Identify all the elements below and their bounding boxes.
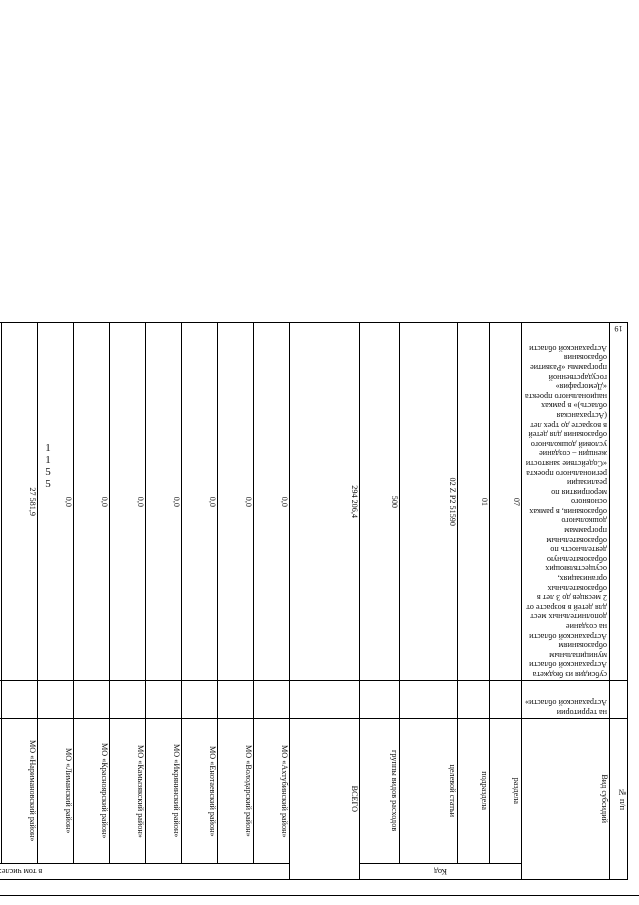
row-expense-group [359,323,399,681]
district-value: 27 581,9 [27,487,37,516]
header-subsection-label: подраздела [480,771,489,811]
page-number-digit: 1 [45,442,51,454]
row-expense-group-value: 500 [390,495,399,508]
district-value: 0,0 [135,496,145,507]
row-subsection-value: 01 [480,497,489,506]
row-total [289,323,359,681]
bottom-rule [0,895,639,896]
district-value: 0,0 [171,496,181,507]
empty-cell [400,681,458,719]
row-value-8 [1,323,37,681]
header-including [0,864,289,880]
empty-cell [289,681,359,719]
empty-cell [73,681,109,719]
header-district-4 [145,719,181,864]
row-value-9 [0,323,1,681]
empty-cell [253,681,289,719]
row-subsection [458,323,490,681]
header-number-label: № п/п [618,787,627,811]
district-label [0,727,1,855]
district-label: МО «Красноярский район» [99,743,109,839]
header-district-3 [181,719,217,864]
empty-cell [490,681,522,719]
table-row [0,323,628,681]
empty-cell [1,681,37,719]
page-number-digit: 5 [45,478,51,490]
row-description: субсидия из бюджета Астраханской области муниципальным образованиям Астраханской области на создание дополнительных мест для детей в возрасте от 2 месяцев до 3 лет в образовательных организациях, осуществляющих образовательную деятельность по образовательным программам дошкольного образования, в рамках основного мероприятия по реализации регионального проекта «Содействие занятости женщин – создание условий дошкольного образования для детей в возрасте до трех лет (Астраханская область)» в рамках национального проекта «Демография» государственной программы «Развитие образования Астраханской области [522,323,610,681]
header-including-label: в том числе: [0,867,43,877]
header-subsidy-type-label: Вид субсидий [600,774,609,824]
header-section [490,719,522,864]
district-label: МО «Лиманский район» [63,748,73,834]
district-value: 0,0 [99,496,109,507]
header-total [289,719,359,880]
page-number-digit: 5 [45,466,51,478]
empty-cell [181,681,217,719]
row-section-value: 07 [512,497,521,506]
district-value: 0,0 [207,496,217,507]
header-expense-group [359,719,399,864]
row-value-5 [109,323,145,681]
district-label: МО «Наримановский район» [27,740,37,842]
row-number: 19 [610,323,628,681]
header-number [610,719,628,880]
district-label: МО «Енотаевский район» [207,745,217,837]
header-district-2 [217,719,253,864]
empty-cell [217,681,253,719]
header-subsection [458,719,490,864]
district-label: МО «Ахтубинский район» [279,744,289,838]
district-value: 0,0 [63,496,73,507]
empty-cell [0,681,1,719]
row-value-4 [145,323,181,681]
header-subsidy-type [522,719,610,880]
header-district-8 [1,719,37,864]
header-code-label: Код [433,867,448,877]
empty-cell [109,681,145,719]
header-section-label: раздела [512,777,521,805]
district-label: МО «Камызякский район» [135,744,145,838]
continuation-number-cell [610,681,628,719]
row-value-7 [37,323,73,681]
district-label: МО «Володарский район» [243,745,253,837]
row-target-item [400,323,458,681]
district-value: 0,0 [279,496,289,507]
empty-cell [458,681,490,719]
header-district-5 [109,719,145,864]
subsidy-table [0,322,628,880]
header-code [359,864,521,880]
row-value-2 [217,323,253,681]
header-district-9 [0,719,1,864]
header-total-label: ВСЕГО [349,785,359,813]
header-district-1 [253,719,289,864]
district-label: МО «Икрянинский район» [171,744,181,838]
row-total-value: 294 206,4 [349,485,359,518]
row-value-3 [181,323,217,681]
page-number-digit: 1 [45,454,51,466]
continuation-row [0,681,628,719]
empty-cell [37,681,73,719]
row-section [490,323,522,681]
header-district-7 [37,719,73,864]
district-value [0,487,1,516]
empty-cell [145,681,181,719]
continuation-text: на территории Астраханской области» [522,681,610,719]
header-expense-group-label: группы видов расходов [390,750,399,832]
row-value-1 [253,323,289,681]
row-target-item-value: 02 Z P2 51590 [448,477,457,526]
header-target-item [400,719,458,864]
rotated-table-area [0,37,628,880]
district-value: 0,0 [243,496,253,507]
header-row-top [0,864,628,880]
header-district-6 [73,719,109,864]
empty-cell [359,681,399,719]
row-value-6 [73,323,109,681]
header-target-item-label: целевой статьи [448,764,457,818]
